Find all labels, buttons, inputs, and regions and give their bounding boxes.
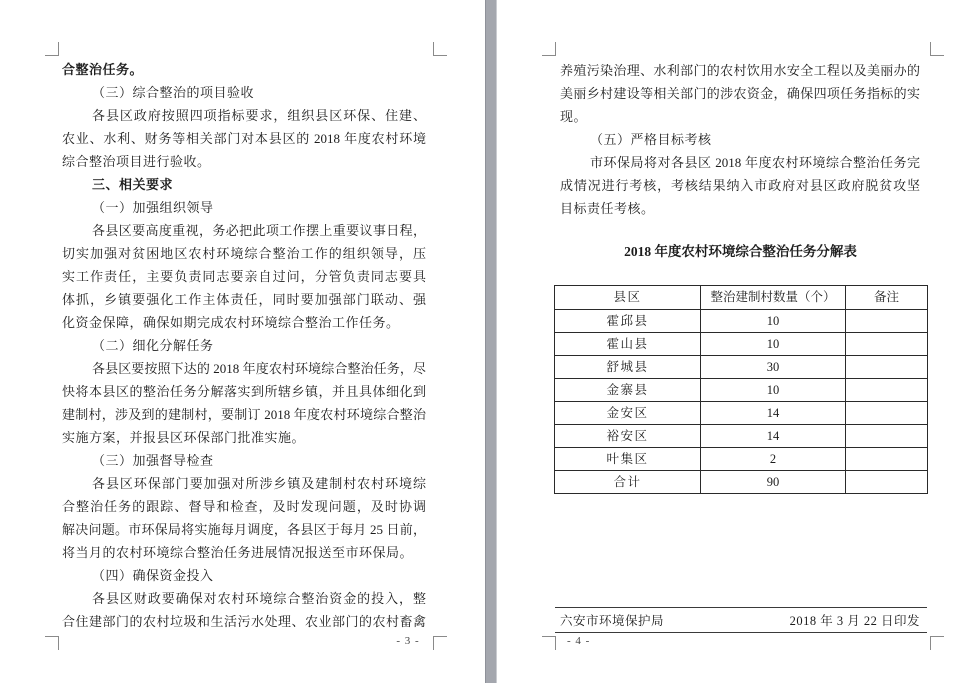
remarks-cell [846,471,928,494]
subsection-heading: （一）加强组织领导 [92,200,214,215]
remarks-cell [846,402,928,425]
body-line: 各县区政府按照四项指标要求，组织县区环保、住建、 [92,108,426,123]
table-row [555,356,928,379]
crop-mark [45,636,59,650]
body-line: 实施方案，并报县区环保部门批准实施。 [62,430,306,445]
village-count-cell: 10 [701,310,846,333]
section-heading: 三、相关要求 [92,177,174,192]
body-line: 各县区要按照下达的 2018 年度农村环境综合整治任务，尽 [92,361,426,376]
remarks-cell [846,356,928,379]
body-line: 养殖污染治理、水利部门的农村饮用水安全工程以及美丽办的 [560,63,920,78]
subsection-heading: （二）细化分解任务 [92,338,214,353]
body-line: 解决问题。市环保局将实施每月调度，各县区于每月 25 日前， [62,522,426,537]
village-count-cell: 14 [701,402,846,425]
body-line: 合住建部门的农村垃圾和生活污水处理、农业部门的农村畜禽 [62,614,426,629]
village-count-cell: 30 [701,356,846,379]
table-title: 2018 年度农村环境综合整治任务分解表 [624,244,857,259]
header-county: 县区 [555,286,701,310]
body-line: 各县区要高度重视，务必把此项工作摆上重要议事日程， [92,223,426,238]
body-line: 农业、水利、财务等相关部门对本县区的 2018 年度农村环境 [62,131,426,146]
footer-top-rule [555,607,927,608]
village-count-cell: 14 [701,425,846,448]
crop-mark [930,42,944,56]
table-total-row [555,471,928,494]
body-line: 建制村，涉及到的建制村，要制订 2018 年度农村环境综合整治 [62,407,426,422]
county-cell: 金安区 [555,402,701,425]
body-line: 各县区环保部门要加强对所涉乡镇及建制村农村环境综 [92,476,426,491]
footer-issuer: 六安市环境保护局 [560,614,665,628]
body-line: 实工作责任，主要负责同志要亲自过问，分管负责同志要具 [62,269,426,284]
task-breakdown-table [554,285,928,494]
page-number: - 3 - [396,635,420,647]
footer-bottom-rule [555,632,927,633]
crop-mark [542,636,556,650]
remarks-cell [846,310,928,333]
crop-mark [433,42,447,56]
table-row [555,448,928,471]
remarks-cell [846,425,928,448]
body-line: 综合整治项目进行验收。 [62,154,211,169]
village-count-cell: 10 [701,333,846,356]
page-gap [485,0,497,683]
body-line: 快将本县区的整治任务分解落实到所辖乡镇，并且具体细化到 [62,384,426,399]
village-count-cell: 10 [701,379,846,402]
total-count-cell: 90 [701,471,846,494]
subsection-heading: （三）加强督导检查 [92,453,214,468]
body-line: 体抓，乡镇要强化工作主体责任，同时要加强部门联动、强 [62,292,426,307]
body-line: 市环保局将对各县区 2018 年度农村环境综合整治任务完 [590,155,920,170]
table-row [555,333,928,356]
remarks-cell [846,333,928,356]
body-line: 将当月的农村环境综合整治任务进展情况报送至市环保局。 [62,545,414,560]
body-line: 切实加强对贫困地区农村环境综合整治工作的组织领导，压 [62,246,426,261]
table-row [555,402,928,425]
subsection-heading: （五）严格目标考核 [590,132,712,147]
county-cell: 金寨县 [555,379,701,402]
body-line: 各县区财政要确保对农村环境综合整治资金的投入，整 [92,591,426,606]
subsection-heading: （三）综合整治的项目验收 [92,85,255,100]
header-village-count: 整治建制村数量（个） [701,286,846,310]
body-line: 合整治任务的跟踪、督导和检查，及时发现问题，及时协调 [62,499,426,514]
village-count-cell: 2 [701,448,846,471]
body-line: 目标责任考核。 [560,201,655,216]
body-line: 化资金保障，确保如期完成农村环境综合整治工作任务。 [62,315,400,330]
footer-issue-date: 2018 年 3 月 22 日印发 [789,614,920,628]
crop-mark [542,42,556,56]
page-number: - 4 - [567,635,591,647]
table-row [555,425,928,448]
body-line: 成情况进行考核，考核结果纳入市政府对县区政府脱贫攻坚 [560,178,920,193]
body-line: 现。 [560,109,588,124]
remarks-cell [846,379,928,402]
remarks-cell [846,448,928,471]
crop-mark [930,636,944,650]
header-remarks: 备注 [846,286,928,310]
body-line: 美丽乡村建设等相关部门的涉农资金，确保四项任务指标的实 [560,86,920,101]
table-row [555,379,928,402]
county-cell: 霍山县 [555,333,701,356]
page-body [62,58,426,633]
document-page-3 [0,0,485,683]
subsection-heading: （四）确保资金投入 [92,568,214,583]
table-row [555,310,928,333]
page-body [560,59,920,220]
crop-mark [45,42,59,56]
table-header-row [555,286,928,310]
county-cell: 舒城县 [555,356,701,379]
body-line: 合整治任务。 [62,62,144,77]
crop-mark [433,636,447,650]
total-label-cell: 合计 [555,471,701,494]
document-page-4 [497,0,980,683]
county-cell: 裕安区 [555,425,701,448]
county-cell: 叶集区 [555,448,701,471]
county-cell: 霍邱县 [555,310,701,333]
